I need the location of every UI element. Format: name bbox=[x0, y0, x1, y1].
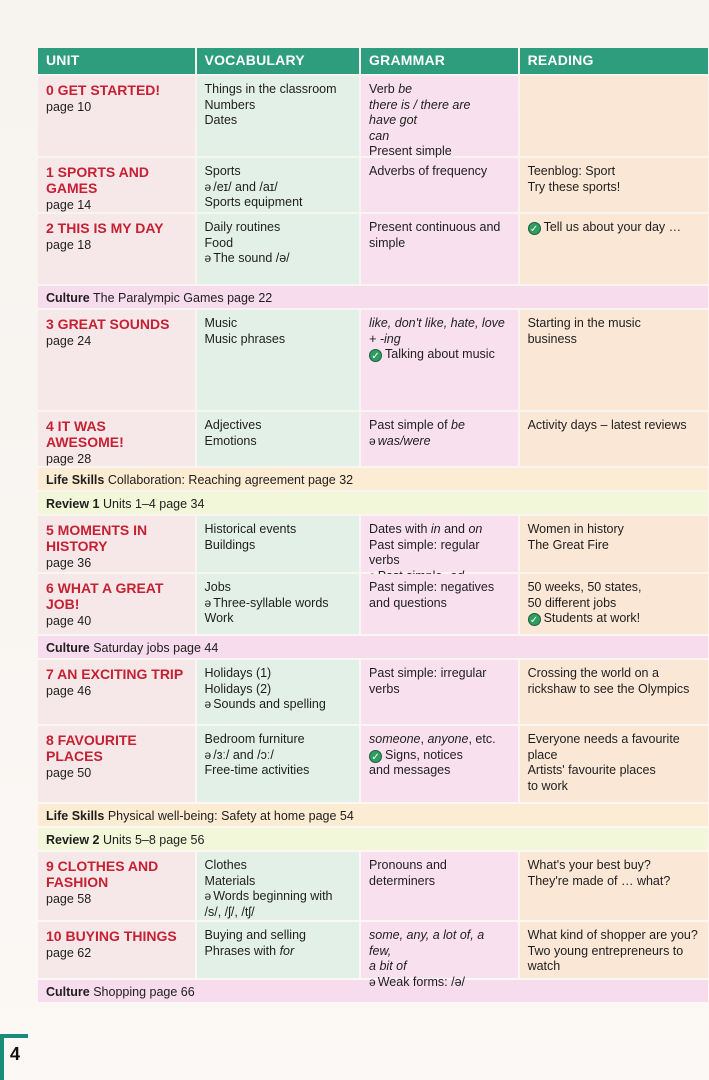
grammar-item bbox=[369, 763, 510, 779]
reading-item bbox=[528, 164, 700, 180]
line-text: and messages bbox=[369, 763, 451, 777]
band-text: Saturday jobs page 44 bbox=[89, 641, 219, 655]
vocabulary-item bbox=[205, 180, 352, 196]
vocabulary-cell bbox=[197, 158, 360, 212]
unit-row bbox=[38, 214, 708, 284]
grammar-item bbox=[369, 164, 510, 180]
reading-cell bbox=[520, 574, 708, 634]
band-text: Collaboration: Reaching agreement page 32 bbox=[104, 473, 354, 487]
life-band bbox=[38, 804, 708, 826]
unit-cell bbox=[38, 76, 195, 156]
line-text: /ɜː/ and /ɔː/ bbox=[213, 747, 274, 762]
grammar-item bbox=[369, 959, 510, 975]
line-text: Tell us about your day … bbox=[543, 220, 682, 234]
line-text: Emotions bbox=[204, 433, 257, 448]
reading-item bbox=[528, 666, 700, 682]
line-text: Present continuous and bbox=[369, 220, 501, 234]
grammar-item bbox=[369, 332, 510, 348]
grammar-item bbox=[369, 129, 510, 145]
line-text: The Great Fire bbox=[527, 537, 609, 552]
line-text: Three-syllable words bbox=[213, 595, 329, 610]
vocabulary-cell bbox=[197, 310, 360, 410]
unit-title[interactable]: 7 AN EXCITING TRIP bbox=[46, 666, 184, 682]
vocabulary-cell bbox=[197, 726, 360, 802]
line-text: watch bbox=[527, 959, 561, 973]
line-text: Phrases with for bbox=[204, 943, 295, 958]
band-label: Life Skills bbox=[46, 473, 105, 487]
line-text: was/were bbox=[377, 433, 431, 448]
vocabulary-item bbox=[205, 748, 352, 764]
band-text: The Paralympic Games page 22 bbox=[89, 291, 273, 305]
unit-title[interactable]: 5 MOMENTS IN HISTORY bbox=[46, 522, 148, 554]
unit-page: page 28 bbox=[46, 452, 92, 466]
band-label: Review 2 bbox=[46, 833, 100, 847]
reading-cell bbox=[520, 214, 708, 284]
grammar-item bbox=[369, 928, 510, 959]
unit-row bbox=[38, 310, 708, 410]
grammar-cell bbox=[361, 726, 518, 802]
unit-row bbox=[38, 574, 708, 634]
grammar-cell bbox=[361, 516, 518, 572]
unit-title[interactable]: 1 SPORTS AND GAMES bbox=[46, 164, 149, 196]
reading-cell bbox=[520, 412, 708, 466]
reading-item bbox=[528, 944, 700, 960]
band-text: Units 1–4 page 34 bbox=[99, 497, 205, 511]
unit-row bbox=[38, 76, 708, 156]
line-text: Dates bbox=[204, 113, 238, 127]
grammar-cell bbox=[361, 574, 518, 634]
reading-item bbox=[528, 874, 700, 890]
line-text: Signs, notices bbox=[385, 747, 463, 762]
unit-title[interactable]: 2 THIS IS MY DAY bbox=[46, 220, 164, 236]
band-label: Culture bbox=[46, 985, 90, 999]
reading-item bbox=[528, 332, 700, 348]
line-text: The sound /ə/ bbox=[213, 251, 290, 265]
reading-item bbox=[528, 418, 700, 434]
line-text: Weak forms: /ə/ bbox=[377, 974, 466, 989]
line-text: Materials bbox=[204, 873, 256, 888]
unit-title[interactable]: 3 GREAT SOUNDS bbox=[46, 316, 170, 332]
line-text: Free-time activities bbox=[204, 763, 310, 777]
header-grammar: GRAMMAR bbox=[361, 48, 518, 74]
line-text: Starting in the music bbox=[527, 316, 641, 330]
line-text: Sounds and spelling bbox=[213, 697, 326, 711]
band-label: Culture bbox=[46, 641, 90, 655]
reading-item bbox=[528, 682, 700, 698]
vocabulary-cell bbox=[197, 574, 360, 634]
unit-cell bbox=[38, 158, 195, 212]
line-text: Numbers bbox=[204, 97, 256, 112]
vocabulary-item bbox=[205, 682, 352, 698]
vocabulary-item bbox=[205, 332, 352, 348]
checkmark-icon: ✓ bbox=[369, 750, 382, 763]
grammar-cell bbox=[361, 660, 518, 724]
line-text: there is / there are bbox=[369, 97, 471, 112]
unit-page: page 46 bbox=[46, 684, 92, 698]
line-text: verbs bbox=[369, 681, 400, 696]
checkmark-icon: ✓ bbox=[369, 349, 382, 362]
line-text: Things in the classroom bbox=[204, 82, 337, 96]
vocabulary-item bbox=[205, 697, 352, 713]
vocabulary-cell bbox=[197, 852, 360, 920]
unit-title[interactable]: 8 FAVOURITE PLACES bbox=[46, 732, 137, 764]
line-text: Crossing the world on a bbox=[527, 666, 659, 680]
line-text: and questions bbox=[369, 595, 447, 610]
unit-row bbox=[38, 922, 708, 989]
vocabulary-item bbox=[205, 874, 352, 890]
grammar-item bbox=[369, 580, 510, 596]
line-text: Students at work! bbox=[543, 611, 641, 625]
line-text: Adverbs of frequency bbox=[369, 164, 488, 178]
line-text: Music bbox=[204, 316, 238, 330]
unit-page: page 40 bbox=[46, 614, 92, 628]
checkmark-icon: ✓ bbox=[528, 222, 541, 235]
vocabulary-cell bbox=[197, 660, 360, 724]
line-text: Historical events bbox=[204, 522, 297, 536]
unit-title[interactable]: 0 GET STARTED! bbox=[46, 82, 161, 98]
vocabulary-cell bbox=[197, 76, 360, 156]
reading-cell bbox=[520, 158, 708, 212]
grammar-item bbox=[369, 434, 510, 450]
line-text: Holidays (2) bbox=[204, 681, 272, 696]
grammar-item bbox=[369, 682, 510, 698]
grammar-cell bbox=[361, 76, 518, 156]
unit-title[interactable]: 6 WHAT A GREAT JOB! bbox=[46, 580, 164, 612]
vocabulary-item bbox=[205, 666, 352, 682]
pronunciation-icon: ə bbox=[204, 697, 212, 711]
header-vocabulary: VOCABULARY bbox=[197, 48, 360, 74]
reading-item bbox=[528, 522, 700, 538]
grammar-item bbox=[369, 347, 510, 363]
unit-cell bbox=[38, 214, 195, 284]
grammar-item bbox=[369, 748, 510, 764]
grammar-item bbox=[369, 975, 510, 991]
vocabulary-item bbox=[205, 858, 352, 874]
reading-cell bbox=[520, 660, 708, 724]
vocabulary-cell bbox=[197, 516, 360, 572]
vocabulary-item bbox=[205, 82, 352, 98]
header-unit: UNIT bbox=[38, 48, 195, 74]
grammar-item bbox=[369, 236, 510, 252]
line-text: Verb be bbox=[369, 82, 413, 96]
review-band bbox=[38, 828, 708, 850]
vocabulary-item bbox=[205, 732, 352, 748]
line-text: determiners bbox=[369, 873, 436, 888]
line-text: can bbox=[369, 128, 390, 143]
band-text: Physical well-being: Safety at home page 54 bbox=[104, 809, 354, 823]
vocabulary-item bbox=[205, 418, 352, 434]
unit-page: page 10 bbox=[46, 100, 92, 114]
line-text: Past simple: regular verbs bbox=[369, 537, 480, 567]
unit-title[interactable]: 10 BUYING THINGS bbox=[46, 928, 177, 944]
line-text: Dates with in and on bbox=[369, 522, 483, 536]
reading-cell bbox=[520, 726, 708, 802]
unit-cell bbox=[38, 516, 195, 572]
line-text: Talking about music bbox=[385, 347, 495, 361]
reading-item bbox=[528, 748, 700, 764]
grammar-cell bbox=[361, 852, 518, 920]
reading-cell bbox=[520, 310, 708, 410]
reading-item bbox=[528, 580, 700, 596]
band-label: Life Skills bbox=[46, 809, 105, 823]
line-text: to work bbox=[527, 778, 568, 793]
line-text: + -ing bbox=[369, 331, 401, 346]
vocabulary-item bbox=[205, 251, 352, 267]
line-text: Words beginning with bbox=[213, 889, 333, 903]
pronunciation-icon: ə bbox=[204, 747, 212, 762]
line-text: business bbox=[527, 331, 577, 346]
line-text: Bedroom furniture bbox=[204, 732, 305, 746]
unit-row bbox=[38, 852, 708, 920]
grammar-item bbox=[369, 596, 510, 612]
unit-page: page 50 bbox=[46, 766, 92, 780]
line-text: What kind of shopper are you? bbox=[527, 928, 698, 942]
unit-title[interactable]: 4 IT WAS AWESOME! bbox=[46, 418, 124, 450]
reading-item bbox=[528, 928, 700, 944]
line-text: like, don't like, hate, love bbox=[369, 316, 505, 330]
unit-cell bbox=[38, 412, 195, 466]
grammar-item bbox=[369, 874, 510, 890]
line-text: Adjectives bbox=[204, 418, 262, 432]
line-text: Artists' favourite places bbox=[527, 763, 656, 777]
line-text: Past simple: negatives bbox=[369, 580, 495, 594]
grammar-item bbox=[369, 418, 510, 434]
reading-cell bbox=[520, 922, 708, 978]
pronunciation-icon: ə bbox=[369, 974, 376, 989]
vocabulary-cell bbox=[197, 214, 360, 284]
vocabulary-item bbox=[205, 98, 352, 114]
header-reading: READING bbox=[520, 48, 708, 74]
line-text: Holidays (1) bbox=[204, 666, 272, 680]
vocabulary-cell bbox=[197, 922, 360, 978]
vocabulary-item bbox=[205, 928, 352, 944]
pronunciation-icon: ə bbox=[204, 889, 212, 903]
pronunciation-icon: ə bbox=[204, 179, 212, 194]
line-text: Jobs bbox=[204, 580, 231, 594]
vocabulary-item bbox=[205, 164, 352, 180]
vocabulary-item bbox=[205, 522, 352, 538]
review-band bbox=[38, 492, 708, 514]
band-text: Shopping page 66 bbox=[89, 985, 195, 999]
life-band bbox=[38, 468, 708, 490]
grammar-item bbox=[369, 113, 510, 129]
line-text: They're made of … what? bbox=[527, 873, 671, 888]
reading-item bbox=[528, 763, 700, 779]
line-text: simple bbox=[369, 235, 406, 250]
reading-item bbox=[528, 220, 700, 236]
unit-row bbox=[38, 660, 708, 724]
line-text: place bbox=[527, 747, 558, 762]
reading-item bbox=[528, 732, 700, 748]
line-text: Sports equipment bbox=[204, 195, 303, 209]
reading-item bbox=[528, 316, 700, 332]
reading-item bbox=[528, 538, 700, 554]
unit-row bbox=[38, 158, 708, 212]
unit-page: page 24 bbox=[46, 334, 92, 348]
reading-item bbox=[528, 611, 700, 627]
reading-item bbox=[528, 779, 700, 795]
line-text: Pronouns and bbox=[369, 858, 447, 872]
contents-table bbox=[38, 48, 708, 1002]
line-text: rickshaw to see the Olympics bbox=[527, 681, 690, 696]
unit-page: page 58 bbox=[46, 892, 92, 906]
line-text: 50 different jobs bbox=[527, 595, 617, 610]
line-text: What's your best buy? bbox=[527, 858, 651, 872]
page-number: 4 bbox=[0, 1034, 28, 1080]
line-text: Daily routines bbox=[204, 220, 281, 234]
unit-page: page 62 bbox=[46, 946, 92, 960]
vocabulary-item bbox=[205, 580, 352, 596]
line-text: have got bbox=[369, 113, 418, 127]
vocabulary-item bbox=[205, 596, 352, 612]
grammar-cell bbox=[361, 310, 518, 410]
line-text: Everyone needs a favourite bbox=[527, 732, 680, 746]
unit-cell bbox=[38, 310, 195, 410]
line-text: some, any, a lot of, a few, bbox=[369, 928, 485, 958]
line-text: someone, anyone, etc. bbox=[369, 732, 496, 746]
line-text: /s/, /ʃ/, /tʃ/ bbox=[204, 904, 255, 919]
pronunciation-icon: ə bbox=[369, 433, 376, 448]
vocabulary-item bbox=[205, 236, 352, 252]
reading-cell bbox=[520, 516, 708, 572]
unit-row bbox=[38, 516, 708, 572]
grammar-item bbox=[369, 538, 510, 569]
vocabulary-item bbox=[205, 113, 352, 129]
grammar-cell bbox=[361, 412, 518, 466]
vocabulary-item bbox=[205, 611, 352, 627]
vocabulary-item bbox=[205, 889, 352, 905]
vocabulary-cell bbox=[197, 412, 360, 466]
reading-item bbox=[528, 180, 700, 196]
grammar-item bbox=[369, 522, 510, 538]
reading-cell bbox=[520, 852, 708, 920]
reading-cell bbox=[520, 76, 708, 156]
grammar-cell bbox=[361, 158, 518, 212]
unit-page: page 14 bbox=[46, 198, 92, 212]
checkmark-icon: ✓ bbox=[528, 613, 541, 626]
unit-cell bbox=[38, 574, 195, 634]
unit-cell bbox=[38, 660, 195, 724]
grammar-item bbox=[369, 732, 510, 748]
line-text: Activity days – latest reviews bbox=[527, 418, 687, 432]
grammar-cell bbox=[361, 214, 518, 284]
vocabulary-item bbox=[205, 944, 352, 960]
band-label: Review 1 bbox=[46, 497, 100, 511]
line-text: Work bbox=[204, 611, 234, 625]
culture-band bbox=[38, 636, 708, 658]
vocabulary-item bbox=[205, 434, 352, 450]
reading-item bbox=[528, 959, 700, 975]
unit-title[interactable]: 9 CLOTHES AND FASHION bbox=[46, 858, 159, 890]
vocabulary-item bbox=[205, 316, 352, 332]
unit-cell bbox=[38, 726, 195, 802]
unit-page: page 18 bbox=[46, 238, 92, 252]
line-text: Sports bbox=[204, 164, 241, 178]
unit-row bbox=[38, 726, 708, 802]
line-text: Past simple of be bbox=[369, 418, 465, 432]
line-text: a bit of bbox=[369, 959, 407, 973]
reading-item bbox=[528, 596, 700, 612]
line-text: 50 weeks, 50 states, bbox=[527, 580, 642, 594]
culture-band bbox=[38, 286, 708, 308]
band-label: Culture bbox=[46, 291, 90, 305]
reading-item bbox=[528, 858, 700, 874]
line-text: Buying and selling bbox=[204, 928, 306, 942]
vocabulary-item bbox=[205, 763, 352, 779]
grammar-item bbox=[369, 666, 510, 682]
pronunciation-icon: ə bbox=[204, 595, 212, 610]
vocabulary-item bbox=[205, 538, 352, 554]
line-text: Teenblog: Sport bbox=[527, 164, 616, 178]
unit-page: page 36 bbox=[46, 556, 92, 570]
grammar-item bbox=[369, 220, 510, 236]
table-header bbox=[38, 48, 708, 74]
band-text: Units 5–8 page 56 bbox=[99, 833, 205, 847]
grammar-item bbox=[369, 82, 510, 98]
line-text: Women in history bbox=[527, 522, 624, 536]
line-text: Clothes bbox=[204, 858, 247, 872]
grammar-item bbox=[369, 316, 510, 332]
grammar-item bbox=[369, 858, 510, 874]
unit-row bbox=[38, 412, 708, 466]
pronunciation-icon: ə bbox=[204, 251, 212, 265]
grammar-item bbox=[369, 98, 510, 114]
line-text: Buildings bbox=[204, 537, 256, 552]
line-text: Present simple bbox=[369, 144, 452, 158]
line-text: Past simple: irregular bbox=[369, 666, 487, 680]
line-text: /eɪ/ and /aɪ/ bbox=[213, 179, 278, 194]
line-text: Try these sports! bbox=[527, 179, 621, 194]
line-text: Music phrases bbox=[204, 331, 286, 346]
vocabulary-item bbox=[205, 220, 352, 236]
line-text: Two young entrepreneurs to bbox=[527, 943, 684, 958]
grammar-cell bbox=[361, 922, 518, 989]
line-text: Food bbox=[204, 235, 234, 250]
vocabulary-item bbox=[205, 905, 352, 921]
unit-cell bbox=[38, 852, 195, 920]
unit-cell bbox=[38, 922, 195, 978]
vocabulary-item bbox=[205, 195, 352, 211]
